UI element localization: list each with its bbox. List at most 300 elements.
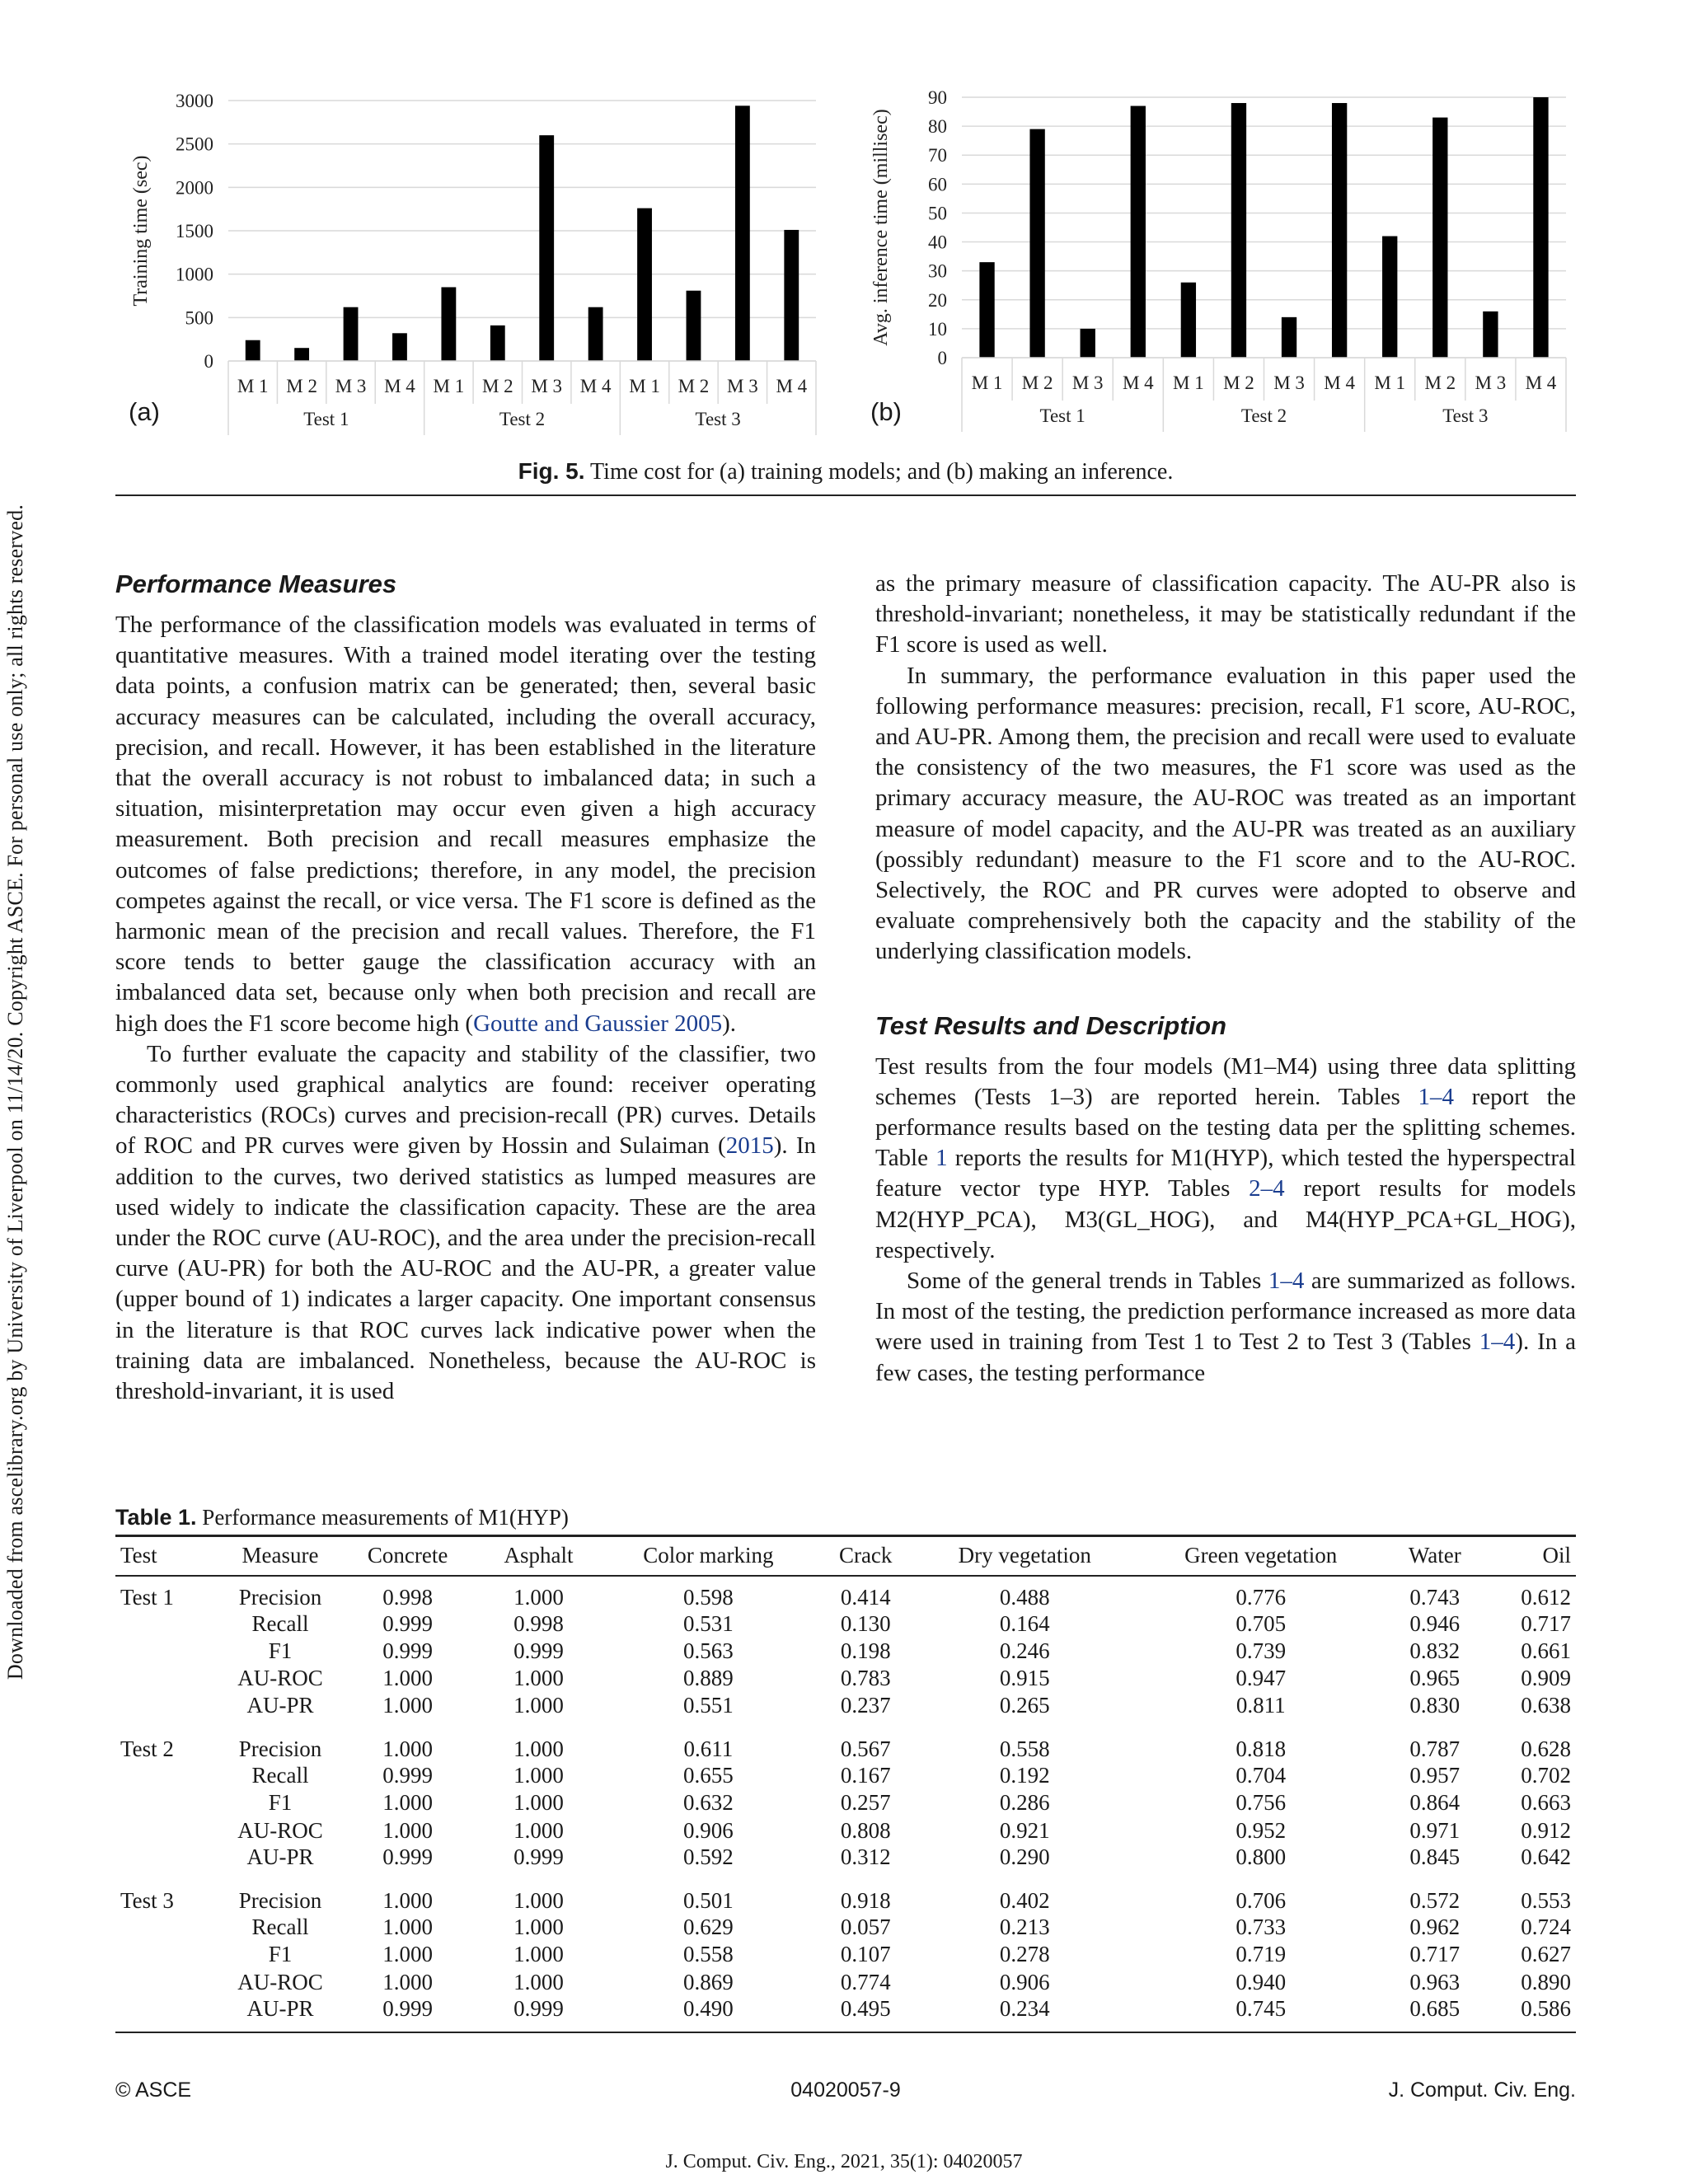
table-cell-value: 0.717 xyxy=(1409,1942,1461,1967)
table-cell-test xyxy=(115,1914,223,1941)
link-table-1[interactable]: 1 xyxy=(935,1145,948,1172)
table-cell-value: 0.551 xyxy=(683,1692,734,1718)
chart-a-category-label: M 4 xyxy=(384,376,415,396)
panel-label-b: (b) xyxy=(870,397,902,426)
chart-b-ytick-label: 20 xyxy=(928,289,947,311)
table-cell-value: 0.558 xyxy=(999,1736,1050,1761)
table-cell-test: Test 2 xyxy=(120,1736,174,1761)
chart-a-ytick-label: 500 xyxy=(185,307,213,329)
table-cell-value: 0.918 xyxy=(840,1887,891,1913)
table-header-cell: Green vegetation xyxy=(1184,1543,1338,1568)
table-cell-measure: F1 xyxy=(268,1638,293,1664)
table-cell-value: 0.999 xyxy=(382,1762,434,1788)
chart-a-bar-12 xyxy=(784,230,799,361)
table-cell-value: 1.000 xyxy=(513,1790,564,1816)
table-cell-value: 0.869 xyxy=(683,1969,734,1994)
table-cell-value: 1.000 xyxy=(513,1817,564,1843)
table-cell-value: 1.000 xyxy=(382,1666,434,1691)
inference-time-chart-svg xyxy=(857,74,1574,445)
table-header-cell: Test xyxy=(120,1543,157,1568)
footer-journal: J. Comput. Civ. Eng. xyxy=(1388,2079,1576,2102)
table-cell-value: 0.629 xyxy=(683,1915,734,1940)
chart-a-category-label: M 1 xyxy=(237,376,269,396)
chart-a-category-label: M 4 xyxy=(579,376,612,396)
table-cell-value: 0.632 xyxy=(683,1790,734,1816)
table-cell-value: 0.265 xyxy=(999,1692,1050,1718)
download-notice-text: Downloaded from ascelibrary.org by University of Liverpool on 11/14/20. Copyright ASCE. For personal use only; all rights reserved. xyxy=(3,504,27,1680)
chart-a-bar-5 xyxy=(441,287,456,361)
table-cell-value: 0.488 xyxy=(999,1584,1050,1610)
chart-b-group-label: Test 1 xyxy=(1039,405,1085,426)
table-cell-value: 0.776 xyxy=(1236,1584,1287,1610)
table-cell-value: 0.612 xyxy=(1521,1584,1571,1610)
table-row xyxy=(115,1880,1576,1914)
table-cell-test xyxy=(115,1693,223,1728)
table-cell-value: 0.999 xyxy=(382,1996,434,2022)
table-cell-value: 0.246 xyxy=(999,1638,1050,1664)
heading-performance-measures: Performance Measures xyxy=(115,569,397,598)
paragraph-results-2 xyxy=(875,1266,1576,1389)
table-cell-value: 0.999 xyxy=(382,1638,434,1664)
figure-caption xyxy=(115,458,1576,485)
training-time-chart xyxy=(115,74,824,445)
table-cell-value: 0.655 xyxy=(683,1762,734,1788)
table-cell-test xyxy=(115,1816,223,1844)
table-cell-value: 0.783 xyxy=(840,1666,891,1691)
table-cell-value: 0.661 xyxy=(1521,1638,1571,1664)
table-cell-value: 0.642 xyxy=(1521,1844,1571,1869)
chart-b-category-label: M 3 xyxy=(1273,373,1305,393)
table-cell-value: 0.999 xyxy=(513,1996,564,2022)
table-cell-measure: Precision xyxy=(238,1736,322,1761)
table-cell-measure: Recall xyxy=(251,1762,309,1788)
chart-b-bar-10 xyxy=(1432,118,1447,358)
table-cell-test: Test 1 xyxy=(120,1584,174,1610)
table-cell-value: 1.000 xyxy=(382,1692,434,1718)
table-cell-value: 0.818 xyxy=(1236,1736,1287,1761)
table-cell-value: 0.164 xyxy=(999,1610,1050,1636)
table-cell-value: 0.743 xyxy=(1409,1584,1461,1610)
chart-b-ytick-label: 40 xyxy=(928,232,947,253)
paragraph-performance-1 xyxy=(115,610,816,1039)
table-row xyxy=(115,1914,1576,1941)
table-group xyxy=(115,1880,1576,2032)
table-cell-measure: AU-PR xyxy=(246,1844,314,1869)
table-cell-value: 0.717 xyxy=(1521,1610,1571,1636)
paragraph-performance-2-text-a: To further evaluate the capacity and stability of the classifier, two commonly used graphical analytics are found: receiver operating characteristics (ROCs) curves and precision-recall (PR) curves. Details of ROC and PR curves were given by Hossin and Sulaiman ( xyxy=(115,1040,816,1160)
chart-b-bar-3 xyxy=(1081,329,1095,358)
table-cell-value: 0.198 xyxy=(840,1638,891,1664)
link-tables-1-4-b[interactable]: 1–4 xyxy=(1268,1268,1305,1295)
footer-copyright: © ASCE xyxy=(115,2079,192,2102)
chart-b-ylabel: Avg. inference time (millisec) xyxy=(870,109,892,346)
link-tables-2-4[interactable]: 2–4 xyxy=(1249,1175,1285,1202)
chart-a-group-label: Test 1 xyxy=(303,409,349,429)
journal-citation: J. Comput. Civ. Eng., 2021, 35(1): 04020057 xyxy=(665,2151,1023,2172)
figure-caption-text: Time cost for (a) training models; and (b) making an inference. xyxy=(584,459,1174,485)
table-cell-measure: F1 xyxy=(268,1790,293,1816)
table-cell-value: 0.906 xyxy=(999,1969,1050,1994)
paragraph-results-1-b: report the performance results based on the testing data per the splitting schemes. Table xyxy=(875,1083,1576,1172)
table-cell-value: 0.957 xyxy=(1409,1762,1461,1788)
chart-a-bar-1 xyxy=(246,340,260,361)
chart-b-ytick-label: 90 xyxy=(928,87,947,108)
table-cell-value: 0.572 xyxy=(1409,1887,1461,1913)
chart-a-ytick-label: 2500 xyxy=(176,134,213,155)
table-cell-value: 0.567 xyxy=(840,1736,891,1761)
chart-a-category-label: M 2 xyxy=(678,376,710,396)
table-cell-value: 0.733 xyxy=(1236,1915,1287,1940)
chart-a-bar-7 xyxy=(539,135,554,361)
table-header-cell: Color marking xyxy=(643,1543,774,1568)
table-cell-value: 1.000 xyxy=(513,1666,564,1691)
paragraph-results-1-a: Test results from the four models (M1–M4) using three data splitting schemes (Tests 1–3) are reported herein. Tables xyxy=(875,1052,1576,1110)
table-cell-test xyxy=(115,1969,223,1996)
chart-a-group-label: Test 3 xyxy=(695,409,741,429)
table-header-cell: Dry vegetation xyxy=(958,1543,1091,1568)
chart-a-bar-6 xyxy=(490,326,505,361)
table-cell-value: 0.999 xyxy=(513,1844,564,1869)
table-header-cell: Water xyxy=(1408,1543,1461,1568)
table-row xyxy=(115,1789,1576,1816)
chart-a-category-label: M 3 xyxy=(727,376,758,396)
chart-b-category-label: M 3 xyxy=(1475,373,1507,393)
table-cell-value: 0.940 xyxy=(1236,1969,1287,1994)
table-cell-value: 0.234 xyxy=(999,1996,1050,2022)
chart-b-category-label: M 1 xyxy=(971,373,1003,393)
table-row xyxy=(115,1728,1576,1762)
table-header-cell: Oil xyxy=(1542,1543,1571,1568)
chart-a-category-label: M 1 xyxy=(629,376,660,396)
table-cell-value: 0.845 xyxy=(1409,1844,1461,1869)
training-time-chart-svg xyxy=(115,74,824,445)
table-cell-value: 0.808 xyxy=(840,1817,891,1843)
table-cell-value: 1.000 xyxy=(382,1969,434,1994)
table-cell-value: 0.402 xyxy=(999,1887,1050,1913)
paragraph-results-2-c: ). In a few cases, the testing performance xyxy=(875,1329,1576,1386)
chart-b-bar-9 xyxy=(1382,237,1397,358)
chart-b-bar-4 xyxy=(1131,106,1146,358)
table-row xyxy=(115,1844,1576,1880)
chart-b-ytick-label: 80 xyxy=(928,116,947,138)
table-cell-value: 0.724 xyxy=(1521,1915,1571,1940)
chart-a-ytick-label: 3000 xyxy=(176,91,213,111)
table-cell-value: 0.663 xyxy=(1521,1790,1571,1816)
table-row xyxy=(115,1969,1576,1996)
chart-a-bar-8 xyxy=(588,307,603,361)
chart-a-category-label: M 1 xyxy=(433,376,465,396)
table-cell-value: 0.946 xyxy=(1409,1610,1461,1636)
table-cell-value: 0.912 xyxy=(1521,1817,1571,1843)
table-cell-value: 0.167 xyxy=(840,1762,891,1788)
chart-b-bar-7 xyxy=(1282,317,1296,358)
chart-a-bar-3 xyxy=(344,307,359,361)
table-cell-value: 0.586 xyxy=(1521,1996,1571,2022)
chart-a-category-label: M 2 xyxy=(481,376,513,396)
table-row xyxy=(115,1941,1576,1968)
table-cell-value: 0.998 xyxy=(382,1584,434,1610)
table-cell-value: 0.963 xyxy=(1409,1969,1461,1994)
table-cell-value: 0.909 xyxy=(1521,1666,1571,1691)
table-cell-measure: AU-PR xyxy=(246,1996,314,2022)
chart-a-category-label: M 3 xyxy=(531,376,563,396)
citation-hossin-2015[interactable]: 2015 xyxy=(725,1132,774,1160)
performance-table xyxy=(115,1535,1576,2033)
table-cell-test: Test 3 xyxy=(120,1887,174,1913)
chart-b-ytick-label: 60 xyxy=(928,174,947,195)
table-cell-value: 0.192 xyxy=(999,1762,1050,1788)
download-notice xyxy=(3,494,28,1690)
table-header-cell: Measure xyxy=(241,1543,319,1568)
chart-b-category-label: M 2 xyxy=(1223,373,1254,393)
table-cell-value: 0.278 xyxy=(999,1942,1050,1967)
table-cell-value: 0.998 xyxy=(513,1610,564,1636)
table-cell-value: 1.000 xyxy=(382,1915,434,1940)
table-cell-value: 0.999 xyxy=(382,1844,434,1869)
table-cell-test xyxy=(115,1941,223,1968)
paragraph-results-1 xyxy=(875,1052,1576,1266)
paragraph-performance-2-text-b: ). In addition to the curves, two derived statistics as lumped measures are used widely to indicate the classification capacity. These are the area under the ROC curve (AU-ROC), and the area under the precision-recall curve (AU-PR) for both the AU-ROC and the AU-PR, a greater value (upper bound of 1) indicates a larger capacity. One important consensus in the literature is that ROC curves lack indicative power when the training data are imbalanced. Nonetheless, because the AU-ROC is threshold-invariant, it is used xyxy=(115,1132,816,1405)
table-cell-value: 0.947 xyxy=(1236,1666,1287,1691)
table-row xyxy=(115,1665,1576,1692)
chart-a-bar-4 xyxy=(392,333,407,361)
table-cell-value: 0.971 xyxy=(1409,1817,1461,1843)
inference-time-chart xyxy=(857,74,1574,445)
table-cell-value: 0.563 xyxy=(683,1638,734,1664)
chart-b-ytick-label: 50 xyxy=(928,203,947,224)
table-group xyxy=(115,1576,1576,1728)
table-cell-value: 0.702 xyxy=(1521,1762,1571,1788)
table-header-cell: Crack xyxy=(838,1543,893,1568)
chart-b-category-label: M 4 xyxy=(1324,373,1355,393)
table-cell-value: 0.130 xyxy=(840,1610,891,1636)
table-header-cell: Concrete xyxy=(367,1543,448,1568)
paragraph-results-1-c: reports the results for M1(HYP), which tested the hyperspectral feature vector type HYP. Tables xyxy=(875,1145,1576,1202)
table-cell-value: 0.962 xyxy=(1409,1915,1461,1940)
figure-caption-label: Fig. 5. xyxy=(518,458,585,484)
table-caption-text: Performance measurements of M1(HYP) xyxy=(196,1505,569,1530)
table-row xyxy=(115,1638,1576,1665)
paragraph-right-2: In summary, the performance evaluation in this paper used the following performance measures: precision, recall, F1 score, AU-ROC, and AU-PR. Among them, the precision and recall were used to evaluate the consistency of the two measures, the F1 score was used as the primary accuracy measure, the AU-ROC was treated as an important measure of model capacity, and the AU-PR was treated as an auxiliary (possibly redundant) measure to the F1 score and to the AU-ROC. Selectively, the ROC and PR curves were adopted to observe and evaluate comprehensively both the capacity and the stability of the underlying classification models. xyxy=(875,662,1576,965)
table-cell-measure: AU-ROC xyxy=(237,1817,323,1843)
paragraph-performance-1-end: ). xyxy=(722,1010,737,1037)
chart-b-bar-11 xyxy=(1483,312,1498,358)
chart-b-category-label: M 4 xyxy=(1122,373,1154,393)
chart-b-category-label: M 4 xyxy=(1525,373,1557,393)
table-cell-value: 0.921 xyxy=(999,1817,1050,1843)
table-cell-test xyxy=(115,1996,223,2032)
page-footer xyxy=(115,2079,1576,2108)
table-cell-value: 0.832 xyxy=(1409,1638,1461,1664)
chart-a-group-label: Test 2 xyxy=(499,409,546,429)
table-cell-value: 1.000 xyxy=(513,1736,564,1761)
table-row xyxy=(115,1762,1576,1789)
table-cell-value: 0.705 xyxy=(1236,1610,1287,1636)
table-cell-value: 0.774 xyxy=(840,1969,891,1994)
table-caption xyxy=(115,1505,569,1530)
paragraph-right-1: as the primary measure of classification capacity. The AU-PR also is threshold-invariant; nonetheless, it may be statistically redundant if the F1 score is used as well. xyxy=(875,570,1576,658)
table-cell-value: 1.000 xyxy=(513,1969,564,1994)
table-cell-value: 0.057 xyxy=(840,1915,891,1940)
table-caption-label: Table 1. xyxy=(115,1505,197,1530)
table-cell-value: 1.000 xyxy=(382,1817,434,1843)
table-cell-measure: Recall xyxy=(251,1610,309,1636)
paragraph-performance-1-text: The performance of the classification models was evaluated in terms of quantitative measures. With a trained model iterating over the testing data points, a confusion matrix can be generated; then, several basic accuracy measures can be calculated, including the overall accuracy, precision, and recall. However, it has been established in the literature that the overall accuracy is not robust to imbalanced data; in such a situation, misinterpretation may occur even given a high accuracy measurement. Both precision and recall measures emphasize the outcomes of false predictions; therefore, in any model, the precision competes against the recall, or vice versa. The F1 score is defined as the harmonic mean of the precision and recall values. Therefore, the F1 score tends to better gauge the classification accuracy with an imbalanced data set, because only when both precision and recall are high does the F1 score become high ( xyxy=(115,612,816,1037)
table-cell-value: 1.000 xyxy=(513,1942,564,1967)
table-cell-value: 0.999 xyxy=(382,1610,434,1636)
table-cell-measure: Precision xyxy=(238,1584,322,1610)
chart-b-group-label: Test 2 xyxy=(1240,405,1287,426)
chart-b-bar-12 xyxy=(1533,97,1548,358)
table-cell-value: 0.312 xyxy=(840,1844,891,1869)
table-cell-value: 0.495 xyxy=(840,1996,891,2022)
table-cell-value: 0.704 xyxy=(1236,1762,1287,1788)
table-cell-measure: Precision xyxy=(238,1887,322,1913)
chart-a-category-label: M 2 xyxy=(286,376,317,396)
table-header-cell: Asphalt xyxy=(504,1543,574,1568)
chart-b-bar-1 xyxy=(979,262,994,358)
table-cell-value: 1.000 xyxy=(513,1584,564,1610)
chart-a-bar-9 xyxy=(637,209,652,361)
table-cell-value: 0.414 xyxy=(840,1584,891,1610)
right-column xyxy=(875,569,1576,1389)
chart-a-ytick-label: 1500 xyxy=(176,221,213,241)
chart-a-ytick-label: 0 xyxy=(204,351,213,372)
table-cell-value: 0.906 xyxy=(683,1817,734,1843)
table-cell-value: 1.000 xyxy=(382,1887,434,1913)
table-cell-test xyxy=(115,1638,223,1665)
table-cell-value: 1.000 xyxy=(382,1736,434,1761)
table-cell-value: 0.864 xyxy=(1409,1790,1461,1816)
table-cell-measure: Recall xyxy=(251,1915,309,1940)
table-cell-value: 0.915 xyxy=(999,1666,1050,1691)
chart-b-bar-2 xyxy=(1029,129,1044,358)
chart-a-ytick-label: 1000 xyxy=(176,264,213,285)
table-cell-value: 0.592 xyxy=(683,1844,734,1869)
chart-a-ytick-label: 2000 xyxy=(176,177,213,199)
table-cell-value: 0.706 xyxy=(1236,1887,1287,1913)
panel-label-a: (a) xyxy=(129,397,160,426)
table-cell-value: 0.290 xyxy=(999,1844,1050,1869)
table-cell-value: 0.787 xyxy=(1409,1736,1461,1761)
chart-b-bar-5 xyxy=(1181,283,1196,358)
table-row xyxy=(115,1576,1576,1610)
table-cell-measure: AU-ROC xyxy=(237,1666,323,1691)
table-cell-value: 0.756 xyxy=(1236,1790,1287,1816)
table-cell-test xyxy=(115,1844,223,1880)
table-cell-test xyxy=(115,1789,223,1816)
table-row xyxy=(115,1610,1576,1638)
table-cell-value: 1.000 xyxy=(513,1762,564,1788)
table-group xyxy=(115,1728,1576,1880)
table-cell-value: 1.000 xyxy=(382,1790,434,1816)
chart-b-category-label: M 1 xyxy=(1374,373,1406,393)
table-cell-value: 0.890 xyxy=(1521,1969,1571,1994)
table-cell-value: 0.598 xyxy=(683,1584,734,1610)
table-cell-value: 0.501 xyxy=(683,1887,734,1913)
table-cell-value: 0.952 xyxy=(1236,1817,1287,1843)
table-cell-value: 0.553 xyxy=(1521,1887,1571,1913)
table-cell-test xyxy=(115,1665,223,1692)
table-cell-value: 0.800 xyxy=(1236,1844,1287,1869)
table-cell-test xyxy=(115,1762,223,1789)
table-cell-value: 0.213 xyxy=(999,1915,1050,1940)
chart-b-category-label: M 1 xyxy=(1173,373,1204,393)
paragraph-performance-2 xyxy=(115,1039,816,1407)
link-tables-1-4[interactable]: 1–4 xyxy=(1418,1083,1454,1110)
table-cell-measure: AU-ROC xyxy=(237,1969,323,1994)
table-cell-value: 0.107 xyxy=(840,1942,891,1967)
chart-b-group-label: Test 3 xyxy=(1442,405,1489,426)
chart-b-bar-8 xyxy=(1332,103,1347,358)
table-row xyxy=(115,1996,1576,2032)
chart-b-bar-6 xyxy=(1231,103,1246,358)
table-cell-value: 0.638 xyxy=(1521,1692,1571,1718)
paragraph-results-1-d: report results for models M2(HYP_PCA), M3(GL_HOG), and M4(HYP_PCA+GL_HOG), respectively. xyxy=(875,1175,1576,1263)
table-cell-value: 0.237 xyxy=(840,1692,891,1718)
table-cell-value: 1.000 xyxy=(513,1692,564,1718)
footer-page-id: 04020057-9 xyxy=(790,2079,901,2102)
chart-b-ytick-label: 30 xyxy=(928,260,947,282)
table-cell-value: 0.628 xyxy=(1521,1736,1571,1761)
link-tables-1-4-c[interactable]: 1–4 xyxy=(1479,1329,1516,1356)
table-cell-value: 0.558 xyxy=(683,1942,734,1967)
table-header-row xyxy=(115,1536,1576,1576)
chart-b-ytick-label: 10 xyxy=(928,318,947,340)
table-cell-value: 0.830 xyxy=(1409,1692,1461,1718)
left-column xyxy=(115,569,816,1407)
table-cell-value: 0.490 xyxy=(683,1996,734,2022)
chart-b-category-label: M 2 xyxy=(1021,373,1053,393)
table-cell-value: 0.685 xyxy=(1409,1996,1461,2022)
chart-a-bar-10 xyxy=(687,291,701,361)
table-cell-value: 0.999 xyxy=(513,1638,564,1664)
table-cell-test xyxy=(115,1610,223,1638)
table-cell-value: 0.719 xyxy=(1236,1942,1287,1967)
table-row xyxy=(115,1816,1576,1844)
paragraph-results-2-a: Some of the general trends in Tables xyxy=(907,1268,1268,1295)
chart-a-category-label: M 3 xyxy=(335,376,367,396)
chart-a-bar-11 xyxy=(735,105,750,361)
table-cell-value: 1.000 xyxy=(382,1942,434,1967)
table-cell-value: 0.286 xyxy=(999,1790,1050,1816)
table-cell-value: 0.611 xyxy=(683,1736,734,1761)
table-cell-value: 1.000 xyxy=(513,1887,564,1913)
chart-a-bar-2 xyxy=(294,348,309,361)
chart-b-ytick-label: 70 xyxy=(928,145,947,166)
citation-goutte-gaussier[interactable]: Goutte and Gaussier 2005 xyxy=(473,1010,723,1037)
figure-rule xyxy=(115,494,1576,496)
table-cell-measure: AU-PR xyxy=(246,1692,314,1718)
chart-b-category-label: M 2 xyxy=(1424,373,1456,393)
table-cell-value: 0.889 xyxy=(683,1666,734,1691)
paragraph-results-2-b: are summarized as follows. In most of the testing, the prediction performance increased as more data were used in training from Test 1 to Test 2 to Test 3 (Tables xyxy=(875,1268,1576,1356)
table-cell-value: 0.811 xyxy=(1236,1692,1286,1718)
table-cell-value: 0.257 xyxy=(840,1790,891,1816)
table-row xyxy=(115,1693,1576,1728)
table-cell-value: 0.745 xyxy=(1236,1996,1287,2022)
heading-test-results: Test Results and Description xyxy=(875,1010,1227,1040)
table-cell-value: 0.965 xyxy=(1409,1666,1461,1691)
chart-b-ytick-label: 0 xyxy=(937,348,947,368)
chart-a-ylabel: Training time (sec) xyxy=(130,155,152,307)
chart-b-category-label: M 3 xyxy=(1071,373,1104,393)
table-cell-measure: F1 xyxy=(268,1942,293,1967)
table-cell-value: 0.627 xyxy=(1521,1942,1571,1967)
chart-a-category-label: M 4 xyxy=(776,376,808,396)
table-cell-value: 1.000 xyxy=(513,1915,564,1940)
table-cell-value: 0.739 xyxy=(1236,1638,1287,1664)
